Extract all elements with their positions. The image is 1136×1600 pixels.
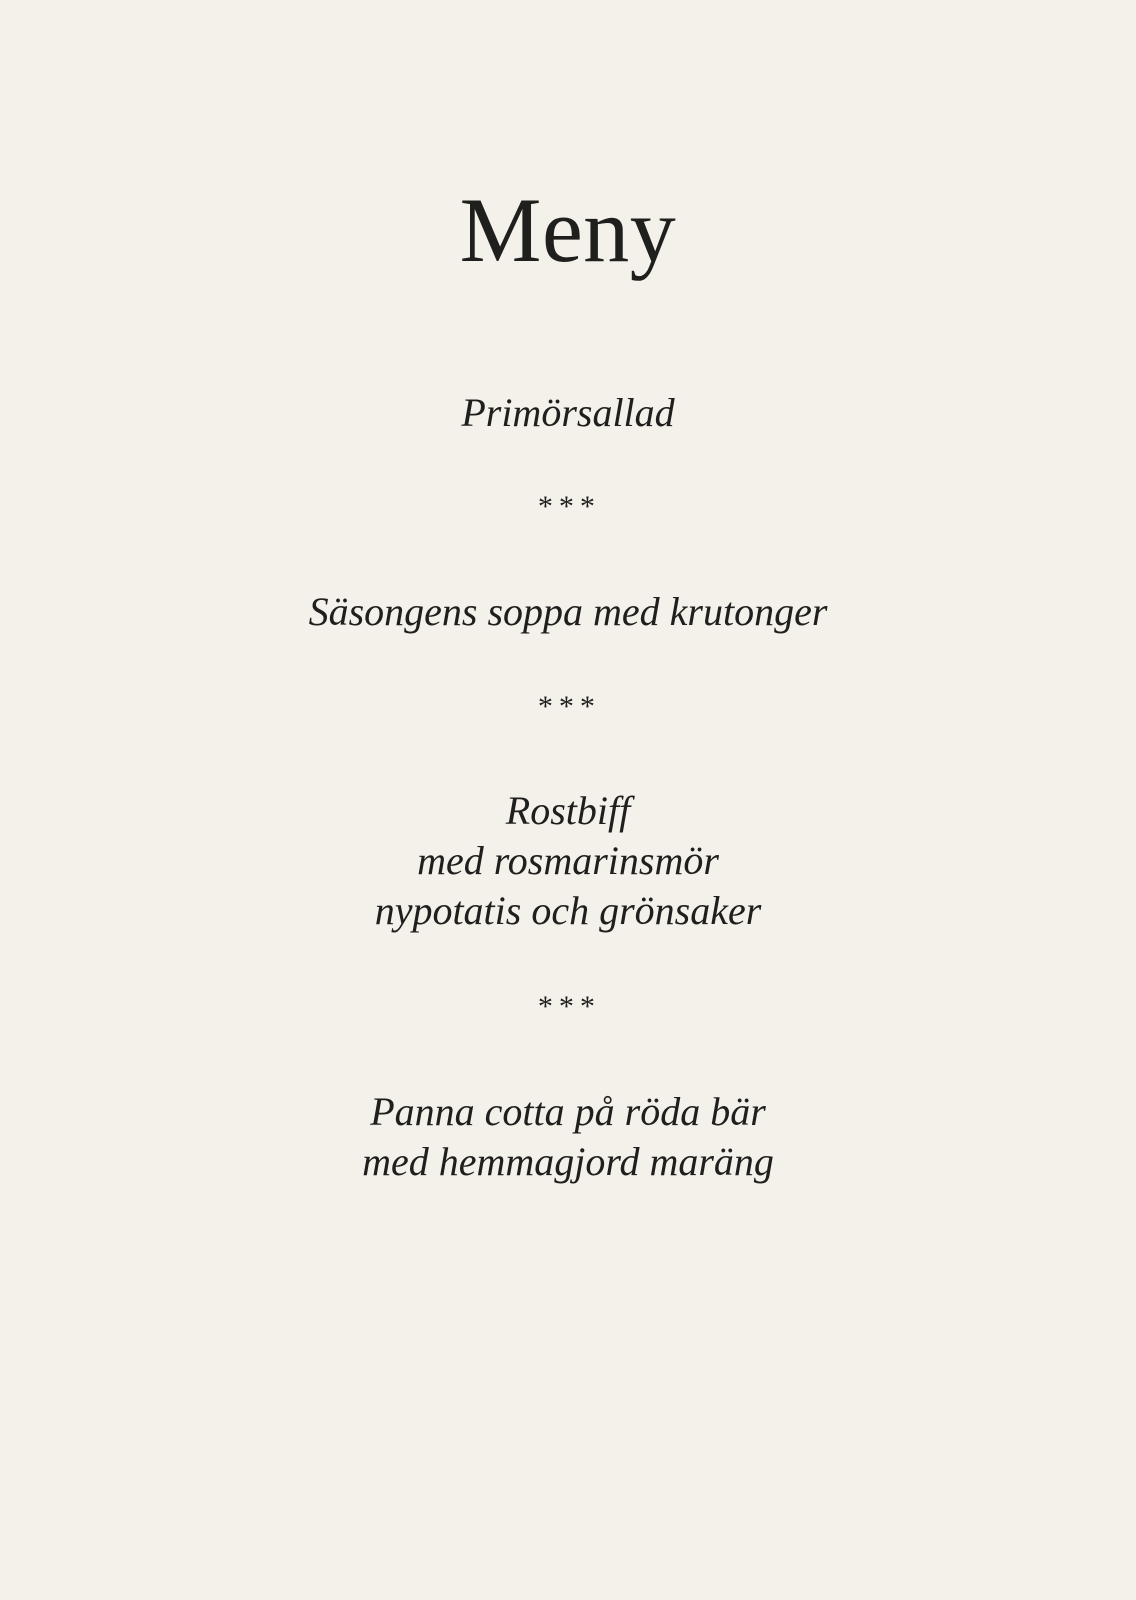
course-line: med rosmarinsmör — [417, 838, 719, 883]
course-main — [0, 786, 1136, 936]
course-line: Säsongens soppa med krutonger — [308, 589, 828, 634]
course-line: Rostbiff — [505, 788, 631, 833]
course-line: nypotatis och grönsaker — [374, 888, 762, 933]
course-line: Panna cotta på röda bär — [370, 1089, 766, 1134]
course-separator: *** — [536, 690, 600, 723]
course-separator: *** — [536, 490, 600, 523]
course-soup — [0, 587, 1136, 637]
course-dessert — [0, 1087, 1136, 1187]
course-starter — [0, 388, 1136, 438]
course-line: med hemmagjord maräng — [362, 1139, 774, 1184]
course-separator: *** — [536, 990, 600, 1023]
course-line: Primörsallad — [461, 390, 675, 435]
menu-title: Meny — [459, 179, 677, 281]
